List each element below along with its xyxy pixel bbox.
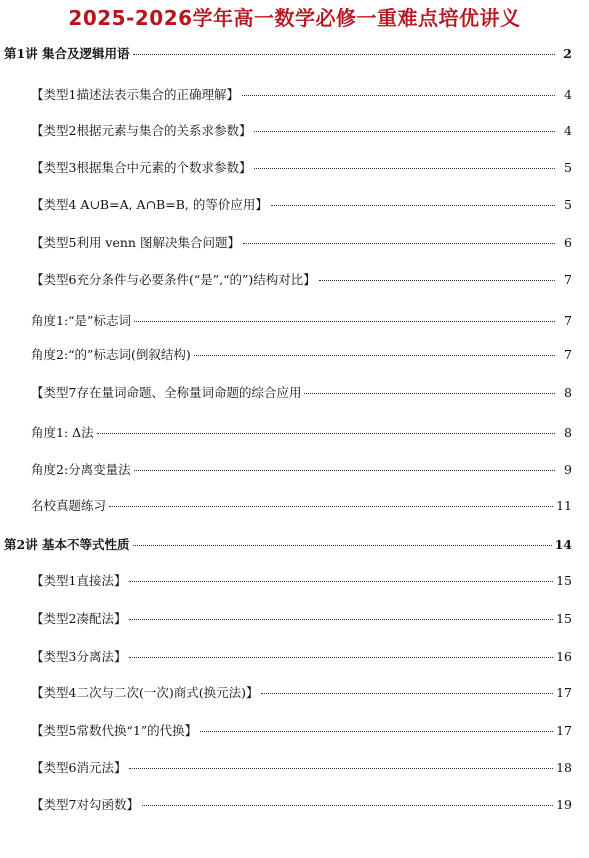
toc-entry-label: 【类型5利用 venn 图解决集合问题】 xyxy=(31,235,240,250)
toc-page-number: 11 xyxy=(556,498,572,513)
toc-page-number: 5 xyxy=(564,197,572,212)
toc-leader-dots xyxy=(200,731,553,732)
toc-entry-label: 【类型6充分条件与必要条件(“是”,“的”)结构对比】 xyxy=(31,272,316,287)
toc-entry-practice[interactable] xyxy=(31,496,572,514)
toc-page-number: 5 xyxy=(564,160,572,175)
toc-page-number: 17 xyxy=(556,723,572,738)
toc-leader-dots xyxy=(97,433,555,434)
toc-page-number: 4 xyxy=(564,87,572,102)
toc-leader-dots xyxy=(271,205,555,206)
toc-entry-label: 角度2:“的”标志词(倒叙结构) xyxy=(31,347,191,362)
toc-entry-type-3[interactable] xyxy=(31,158,572,176)
toc-entry-label: 【类型2凑配法】 xyxy=(31,611,127,626)
toc-entry-angle-1[interactable] xyxy=(31,311,572,329)
toc-entry-label: 角度1: Δ法 xyxy=(31,425,94,440)
toc-page-number: 17 xyxy=(556,685,572,700)
toc-leader-dots xyxy=(142,805,553,806)
toc-entry-l2-type-5[interactable] xyxy=(31,721,572,739)
toc-leader-dots xyxy=(242,95,555,96)
toc-entry-label: 【类型1描述法表示集合的正确理解】 xyxy=(31,87,239,102)
toc-leader-dots xyxy=(129,619,553,620)
toc-leader-dots xyxy=(243,243,555,244)
toc-leader-dots xyxy=(129,768,553,769)
toc-leader-dots xyxy=(261,693,553,694)
toc-entry-label: 名校真题练习 xyxy=(31,498,107,513)
toc-leader-dots xyxy=(304,393,555,394)
toc-entry-l2-type-7[interactable] xyxy=(31,795,572,813)
toc-entry-type-5[interactable] xyxy=(31,233,572,251)
toc-entry-type-1[interactable] xyxy=(31,85,572,103)
toc-leader-dots xyxy=(134,470,555,471)
toc-entry-type-4[interactable] xyxy=(31,195,572,213)
toc-page-number: 8 xyxy=(564,385,572,400)
toc-page-number: 16 xyxy=(556,649,572,664)
toc-entry-label: 第1讲 集合及逻辑用语 xyxy=(4,46,130,61)
toc-page-number: 7 xyxy=(564,347,572,362)
toc-leader-dots xyxy=(254,131,555,132)
toc-entry-label: 第2讲 基本不等式性质 xyxy=(4,537,130,552)
toc-leader-dots xyxy=(133,545,552,546)
toc-leader-dots xyxy=(133,54,555,55)
toc-entry-lecture-1[interactable] xyxy=(4,44,572,62)
toc-page-number: 18 xyxy=(556,760,572,775)
toc-entry-label: 角度1:“是”标志词 xyxy=(31,313,131,328)
toc-entry-label: 【类型2根据元素与集合的关系求参数】 xyxy=(31,123,252,138)
toc-entry-label: 【类型1直接法】 xyxy=(31,573,127,588)
toc-leader-dots xyxy=(129,581,553,582)
toc-entry-label: 【类型3分离法】 xyxy=(31,649,127,664)
toc-entry-l2-type-3[interactable] xyxy=(31,647,572,665)
toc-entry-label: 【类型4二次与二次(一次)商式(换元法)】 xyxy=(31,685,259,700)
toc-leader-dots xyxy=(109,506,553,507)
toc-entry-label: 【类型3根据集合中元素的个数求参数】 xyxy=(31,160,252,175)
toc-entry-label: 角度2:分离变量法 xyxy=(31,462,131,477)
toc-page-number: 15 xyxy=(556,611,572,626)
document-title: 2025-2026学年高一数学必修一重难点培优讲义 xyxy=(68,6,521,30)
toc-entry-type-7[interactable] xyxy=(31,383,572,401)
toc-leader-dots xyxy=(194,355,555,356)
toc-page-number: 15 xyxy=(556,573,572,588)
toc-entry-angle-separation[interactable] xyxy=(31,460,572,478)
toc-entry-label: 【类型7对勾函数】 xyxy=(31,797,139,812)
toc-page-number: 6 xyxy=(564,235,572,250)
toc-entry-type-6[interactable] xyxy=(31,270,572,288)
toc-page-number: 9 xyxy=(564,462,572,477)
toc-entry-label: 【类型6消元法】 xyxy=(31,760,127,775)
toc-page-number: 4 xyxy=(564,123,572,138)
toc-entry-l2-type-6[interactable] xyxy=(31,758,572,776)
toc-leader-dots xyxy=(134,321,555,322)
toc-leader-dots xyxy=(129,657,553,658)
toc-entry-type-2[interactable] xyxy=(31,121,572,139)
toc-entry-l2-type-1[interactable] xyxy=(31,571,572,589)
toc-page-number: 14 xyxy=(554,537,572,552)
toc-entry-angle-2[interactable] xyxy=(31,345,572,363)
toc-entry-label: 【类型7存在量词命题、全称量词命题的综合应用 xyxy=(31,385,302,400)
toc-entry-lecture-2[interactable] xyxy=(4,535,572,553)
toc-page-number: 7 xyxy=(564,313,572,328)
toc-entry-label: 【类型4 A∪B=A, A∩B=B, 的等价应用】 xyxy=(31,197,268,212)
toc-entry-angle-delta[interactable] xyxy=(31,423,572,441)
toc-page-number: 8 xyxy=(564,425,572,440)
toc-page-number: 2 xyxy=(563,46,572,61)
toc-entry-label: 【类型5常数代换“1”的代换】 xyxy=(31,723,198,738)
toc-page-number: 7 xyxy=(564,272,572,287)
toc-leader-dots xyxy=(319,280,555,281)
toc-entry-l2-type-4[interactable] xyxy=(31,683,572,701)
toc-page-number: 19 xyxy=(556,797,572,812)
toc-leader-dots xyxy=(254,168,555,169)
toc-entry-l2-type-2[interactable] xyxy=(31,609,572,627)
